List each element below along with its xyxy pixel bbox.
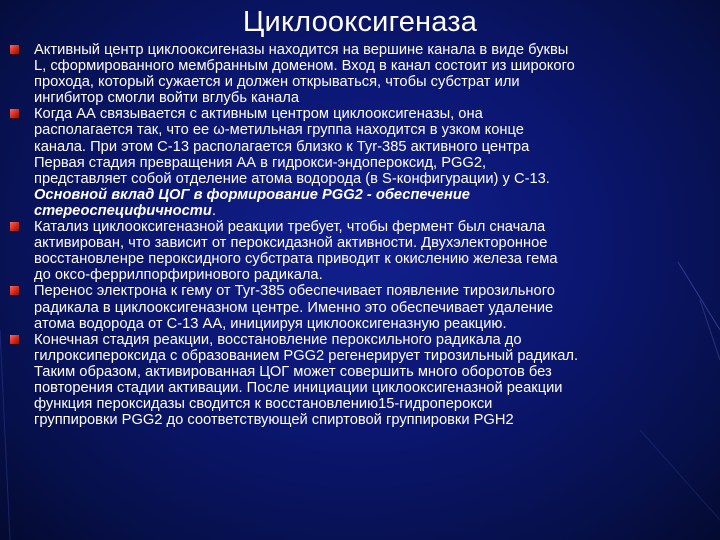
bullet-square-icon xyxy=(10,335,19,344)
emphasis-text: стереоспецифичности xyxy=(34,202,212,219)
bullet-line: канала. При этом С-13 располагается близко к Tyr-385 активного центра xyxy=(34,138,530,155)
bullet-line: восстановленре пероксидного субстрата приводит к окислению железа гема xyxy=(34,251,558,268)
bullet-line: представляет собой отделение атома водорода (в S-конфигурации) у С-13. xyxy=(34,170,550,187)
bullet-item xyxy=(10,219,710,283)
bullet-line: функция пероксидазы сводится к восстановлению15-гидроперокси xyxy=(34,396,493,413)
emphasis-line: Основной вклад ЦОГ в формирование PGG2 - обеспечение xyxy=(34,186,470,203)
bullet-line: группировки PGG2 до соответствующей спиртовой группировки PGH2 xyxy=(34,412,514,429)
bullet-line: располагается так, что ее ω-метильная группа находится в узком конце xyxy=(34,122,524,139)
decorative-streak xyxy=(640,430,720,520)
bullet-item xyxy=(10,332,710,429)
bullet-square-icon xyxy=(10,109,19,118)
bullet-square-icon xyxy=(10,222,19,231)
bullet-line: гилроксипероксида с образованием PGG2 регенерирует тирозильный радикал. xyxy=(34,347,579,364)
bullet-line: L, сформированного мембранным доменом. Вход в канал состоит из широкого xyxy=(34,58,575,75)
bullet-line: Перенос электрона к гему от Tyr-385 обеспечивает появление тирозильного xyxy=(34,283,555,300)
slide-title: Циклооксигеназа xyxy=(242,6,478,38)
emphasis-tail: . xyxy=(211,202,216,219)
bullet-line: Когда АА связывается с активным центром циклооксигеназы, она xyxy=(34,106,483,123)
emphasis-line-wrap xyxy=(34,203,710,219)
decorative-streak xyxy=(0,330,10,540)
bullet-line: Активный центр циклооксигеназы находится на вершине канала в виде буквы xyxy=(34,42,569,58)
bullet-item xyxy=(10,42,710,106)
bullet-line: Таким образом, активированная ЦОГ может совершить много оборотов без xyxy=(34,363,552,380)
bullet-line: Катализ циклооксигеназной реакции требует, чтобы фермент был сначала xyxy=(34,219,546,236)
bullet-item xyxy=(10,106,710,219)
bullet-line: атома водорода от С-13 АА, инициируя циклооксигеназную реакцию. xyxy=(34,315,507,332)
bullet-line: активирован, что зависит от пероксидазной активности. Двухэлекторонное xyxy=(34,235,548,252)
bullet-square-icon xyxy=(10,286,19,295)
bullet-line: прохода, который сужается и должен открываться, чтобы субстрат или xyxy=(34,74,520,91)
bullet-line: ингибитор смогли войти вглубь канала xyxy=(34,90,299,107)
bullet-line: повторения стадии активации. После инициации циклооксигеназной реакции xyxy=(34,379,563,396)
bullet-item xyxy=(10,283,710,331)
bullet-line: Первая стадия превращения АА в гидрокси-эндопероксид, PGG2, xyxy=(34,154,487,171)
bullet-line: радикала в циклооксигеназном центре. Именно это обеспечивает удаление xyxy=(34,299,554,316)
bullet-line: до оксо-феррилпорфиринового радикала. xyxy=(34,267,323,284)
bullet-line: Конечная стадия реакции, восстановление пероксильного радикала до xyxy=(34,331,522,348)
bullet-square-icon xyxy=(10,45,19,54)
bullet-list xyxy=(10,42,710,428)
